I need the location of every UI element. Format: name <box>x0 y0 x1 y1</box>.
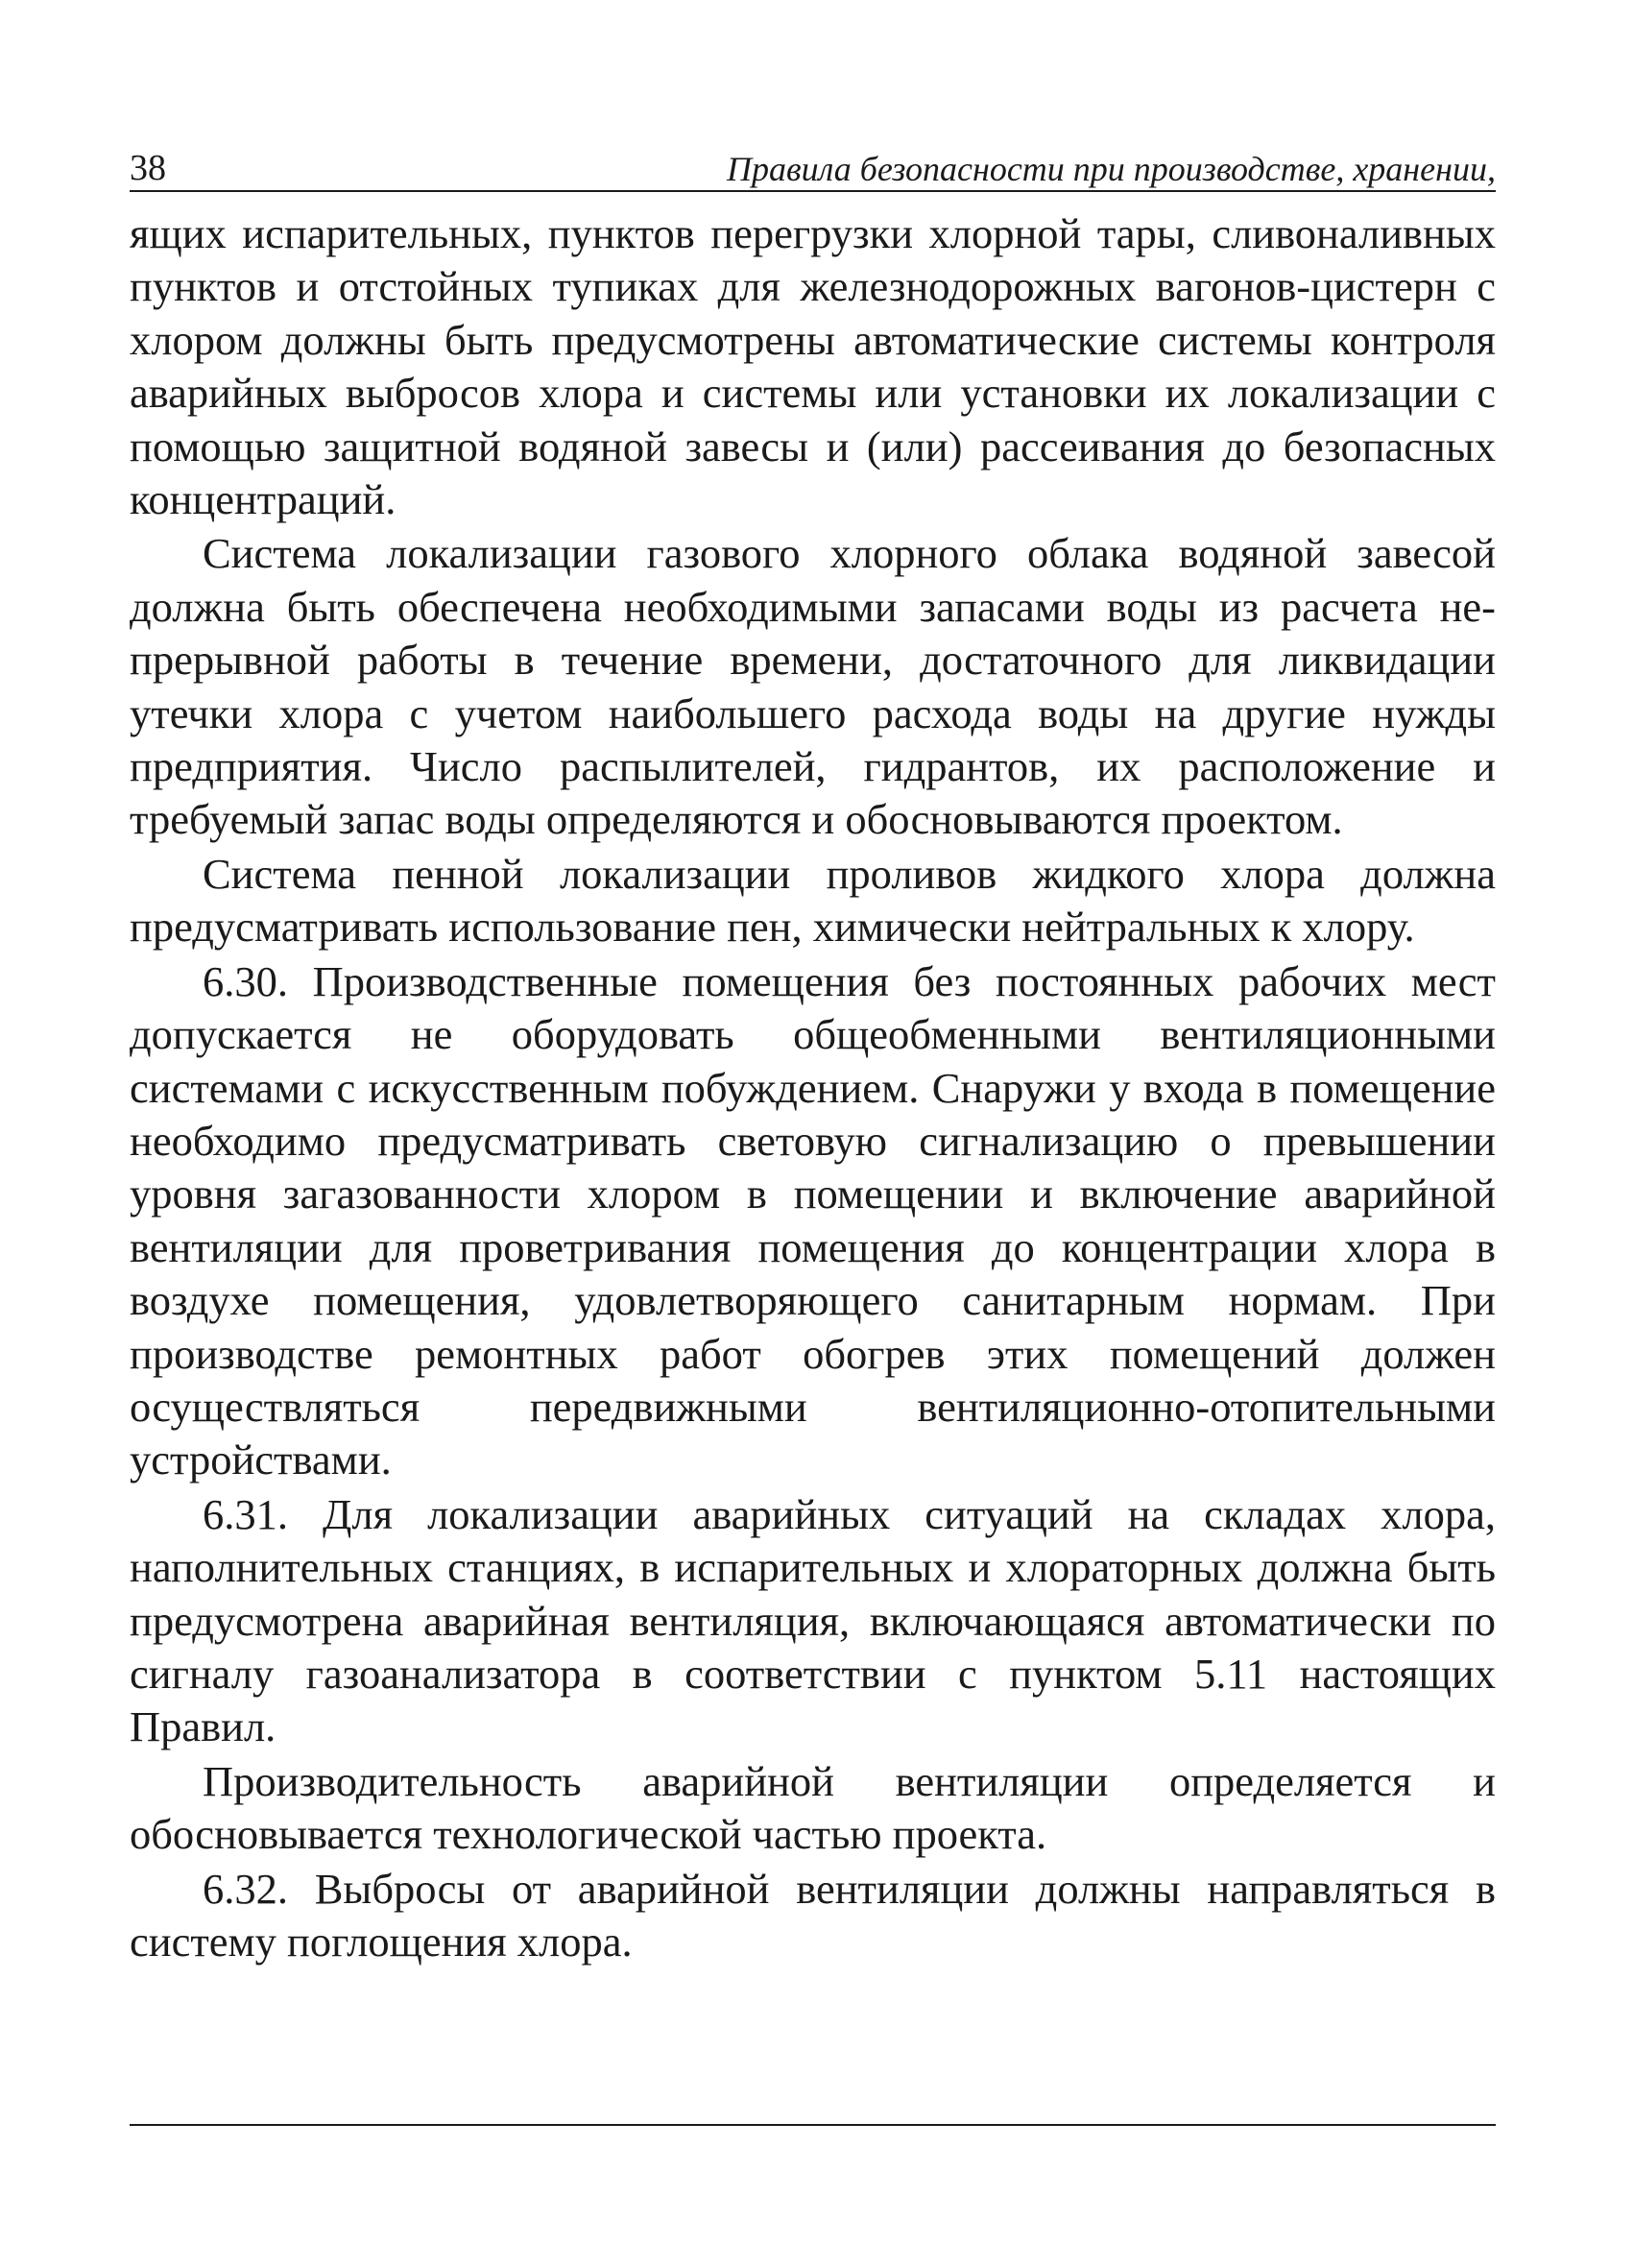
body-text <box>130 207 1496 1969</box>
paragraph: 6.31. Для локализации аварийных ситуаций на складах хлора, наполнительных станциях, в испарительных и хлораторных должна быть предусмотрена аварийная вентиляция, включающаяся автоматически по сигналу газоанализатора в соответствии с пунктом 5.11 настоящих Правил. <box>130 1489 1496 1751</box>
paragraph: Производительность аварийной вентиляции определяется и обосновывается технологической частью проекта. <box>130 1756 1496 1859</box>
paragraph: Система локализации газового хлорного облака водяной завесой должна быть обеспечена необходимыми запасами воды из расчета непрерывной работы в течение времени, достаточного для ликвидации утечки хлора с учетом наибольшего расхода воды на другие нужды предприятия. Число распылителей, гидрантов, их расположение и требуемый запас воды определяются и обосновываются проектом. <box>130 529 1496 844</box>
page-header <box>130 134 1496 192</box>
paragraph: 6.30. Производственные помещения без постоянных рабочих мест допускается не оборудовать общеобменными вентиляционными системами с искусственным побуждением. Снаружи у входа в помещение необходимо предусматривать световую сигнализацию о превышении уровня загазованности хлором в помещении и включение аварийной вентиляции для проветривания помещения до концентрации хлора в воздухе помещения, удовлетворяющего санитарным нормам. При производстве ремонтных работ обогрев этих помещений должен осуществляться передвижными вентиляционно-отопительными устройствами. <box>130 956 1496 1484</box>
paragraph: ящих испарительных, пунктов перегрузки хлорной тары, сливоналивных пунктов и отстойных тупиках для железнодорожных вагонов-цистерн с хлором должны быть предусмотрены автоматические системы контроля аварийных выбросов хлора и системы или установки их локализации с помощью защитной водяной завесы и (или) рассеивания до безопасных концентраций. <box>130 209 1496 524</box>
bottom-rule <box>130 2124 1496 2126</box>
page-number: 38 <box>130 148 166 188</box>
running-head: Правила безопасности при производстве, хранении, <box>727 150 1496 188</box>
paragraph: 6.32. Выбросы от аварийной вентиляции должны направляться в систему поглощения хлора. <box>130 1864 1496 1966</box>
paragraph: Система пенной локализации проливов жидкого хлора должна предусматривать использование пен, химически нейтральных к хлору. <box>130 849 1496 952</box>
